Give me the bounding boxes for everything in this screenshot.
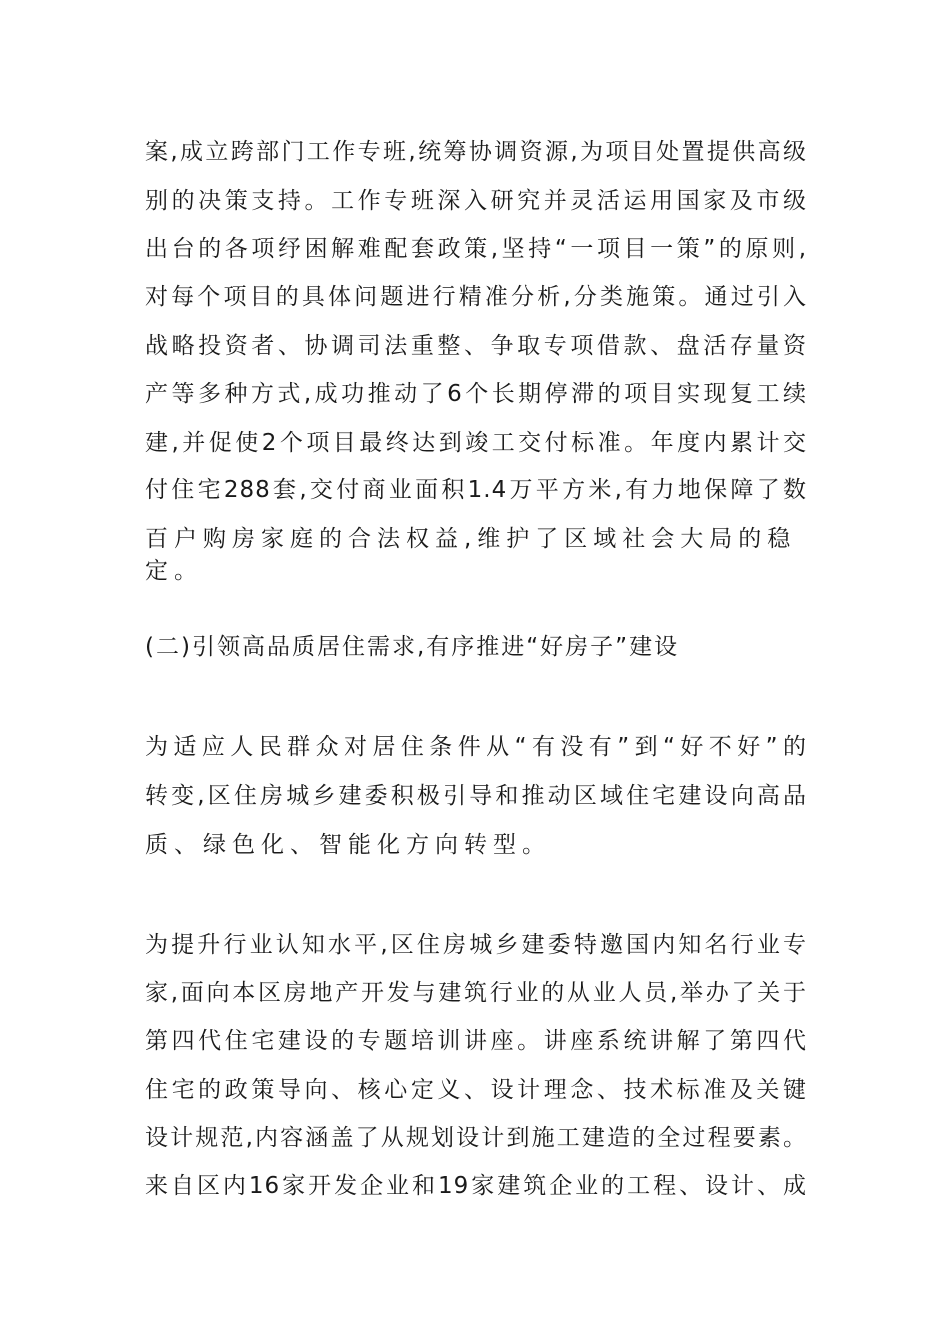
text-line: 质、绿色化、智能化方向转型。 — [145, 832, 551, 858]
text-line: 付住宅288套,交付商业面积1.4万平方米,有力地保障了数 — [145, 477, 807, 503]
text-line: 百户购房家庭的合法权益,维护了区域社会大局的稳定。 — [145, 526, 797, 584]
text-line: 第四代住宅建设的专题培训讲座。讲座系统讲解了第四代 — [145, 1028, 807, 1054]
text-line: 对每个项目的具体问题进行精准分析,分类施策。通过引入 — [145, 284, 807, 310]
text-line: 出台的各项纾困解难配套政策,坚持“一项目一策”的原则, — [145, 236, 807, 262]
text-line: 战略投资者、协调司法重整、争取专项借款、盘活存量资 — [145, 333, 807, 359]
text-line: 住宅的政策导向、核心定义、设计理念、技术标准及关键 — [145, 1077, 807, 1103]
text-line: 转变,区住房城乡建委积极引导和推动区域住宅建设向高品 — [145, 783, 807, 809]
text-line: 案,成立跨部门工作专班,统筹协调资源,为项目处置提供高级 — [145, 139, 807, 165]
text-line: 为提升行业认知水平,区住房城乡建委特邀国内知名行业专 — [145, 932, 807, 958]
text-line: 来自区内16家开发企业和19家建筑企业的工程、设计、成 — [145, 1173, 807, 1199]
section-heading: (二)引领高品质居住需求,有序推进“好房子”建设 — [145, 634, 680, 660]
text-line: 家,面向本区房地产开发与建筑行业的从业人员,举办了关于 — [145, 980, 807, 1006]
text-line: 产等多种方式,成功推动了6个长期停滞的项目实现复工续 — [145, 381, 807, 407]
text-line: 设计规范,内容涵盖了从规划设计到施工建造的全过程要素。 — [145, 1125, 807, 1151]
text-line: 别的决策支持。工作专班深入研究并灵活运用国家及市级 — [145, 188, 807, 214]
text-line: 建,并促使2个项目最终达到竣工交付标准。年度内累计交 — [145, 430, 807, 456]
text-line: 为适应人民群众对居住条件从“有没有”到“好不好”的 — [145, 734, 807, 760]
